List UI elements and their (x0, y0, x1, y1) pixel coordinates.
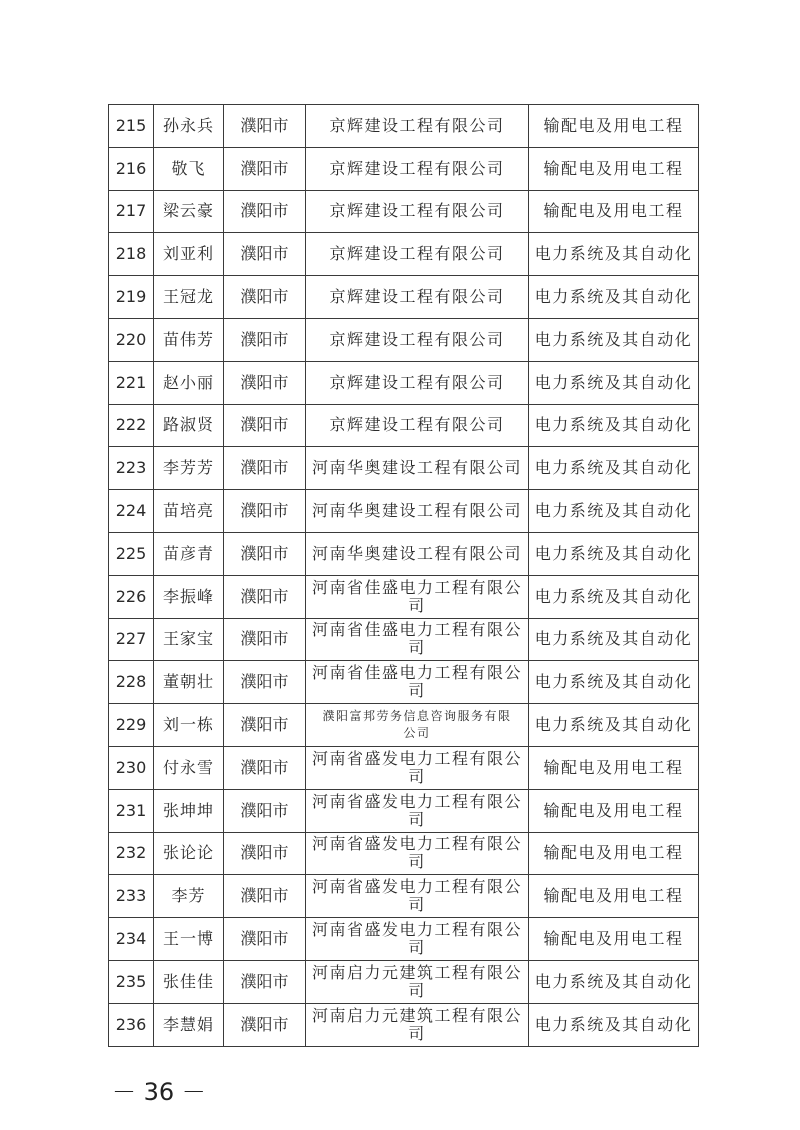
person-name: 王冠龙 (154, 276, 224, 319)
row-number: 233 (109, 875, 154, 918)
city: 濮阳市 (224, 832, 306, 875)
table-body (109, 105, 699, 1047)
page-number: － 36 － (112, 1078, 206, 1106)
company: 河南省佳盛电力工程有限公司 (306, 618, 529, 661)
company-line-2: 公司 (403, 726, 431, 741)
city: 濮阳市 (224, 746, 306, 789)
city: 濮阳市 (224, 276, 306, 319)
city: 濮阳市 (224, 318, 306, 361)
row-number: 232 (109, 832, 154, 875)
major: 电力系统及其自动化 (529, 233, 699, 276)
major: 输配电及用电工程 (529, 147, 699, 190)
table-row (109, 361, 699, 404)
person-name: 敬飞 (154, 147, 224, 190)
row-number: 215 (109, 105, 154, 148)
city: 濮阳市 (224, 490, 306, 533)
table-row (109, 147, 699, 190)
city: 濮阳市 (224, 105, 306, 148)
major: 输配电及用电工程 (529, 789, 699, 832)
person-name: 刘一栋 (154, 704, 224, 747)
major: 电力系统及其自动化 (529, 618, 699, 661)
major: 电力系统及其自动化 (529, 1003, 699, 1046)
row-number: 224 (109, 490, 154, 533)
city: 濮阳市 (224, 618, 306, 661)
table-row (109, 532, 699, 575)
city: 濮阳市 (224, 661, 306, 704)
person-name: 李振峰 (154, 575, 224, 618)
row-number: 231 (109, 789, 154, 832)
company: 河南省佳盛电力工程有限公司 (306, 575, 529, 618)
person-name: 张论论 (154, 832, 224, 875)
city: 濮阳市 (224, 918, 306, 961)
table-row (109, 832, 699, 875)
company: 河南华奥建设工程有限公司 (306, 490, 529, 533)
company: 河南华奥建设工程有限公司 (306, 447, 529, 490)
company: 京辉建设工程有限公司 (306, 147, 529, 190)
person-name: 苗伟芳 (154, 318, 224, 361)
row-number: 234 (109, 918, 154, 961)
major: 电力系统及其自动化 (529, 276, 699, 319)
table-row (109, 789, 699, 832)
city: 濮阳市 (224, 190, 306, 233)
row-number: 236 (109, 1003, 154, 1046)
row-number: 218 (109, 233, 154, 276)
company: 京辉建设工程有限公司 (306, 318, 529, 361)
major: 输配电及用电工程 (529, 746, 699, 789)
company: 河南启力元建筑工程有限公司 (306, 1003, 529, 1046)
table-row (109, 875, 699, 918)
row-number: 226 (109, 575, 154, 618)
row-number: 222 (109, 404, 154, 447)
table-row (109, 318, 699, 361)
major: 电力系统及其自动化 (529, 490, 699, 533)
row-number: 217 (109, 190, 154, 233)
table-row (109, 661, 699, 704)
company: 京辉建设工程有限公司 (306, 233, 529, 276)
major: 电力系统及其自动化 (529, 532, 699, 575)
person-name: 刘亚利 (154, 233, 224, 276)
major: 输配电及用电工程 (529, 105, 699, 148)
major: 输配电及用电工程 (529, 918, 699, 961)
city: 濮阳市 (224, 404, 306, 447)
person-name: 苗彦青 (154, 532, 224, 575)
person-name: 李慧娟 (154, 1003, 224, 1046)
major: 电力系统及其自动化 (529, 960, 699, 1003)
row-number: 229 (109, 704, 154, 747)
company: 河南华奥建设工程有限公司 (306, 532, 529, 575)
company: 河南省盛发电力工程有限公司 (306, 789, 529, 832)
personnel-table (108, 104, 699, 1047)
person-name: 董朝壮 (154, 661, 224, 704)
person-name: 付永雪 (154, 746, 224, 789)
table-row (109, 404, 699, 447)
person-name: 路淑贤 (154, 404, 224, 447)
row-number: 221 (109, 361, 154, 404)
row-number: 219 (109, 276, 154, 319)
table-row (109, 190, 699, 233)
city: 濮阳市 (224, 575, 306, 618)
city: 濮阳市 (224, 447, 306, 490)
row-number: 216 (109, 147, 154, 190)
row-number: 230 (109, 746, 154, 789)
city: 濮阳市 (224, 875, 306, 918)
company: 京辉建设工程有限公司 (306, 190, 529, 233)
major: 输配电及用电工程 (529, 832, 699, 875)
table-row (109, 575, 699, 618)
person-name: 赵小丽 (154, 361, 224, 404)
person-name: 张坤坤 (154, 789, 224, 832)
row-number: 220 (109, 318, 154, 361)
city: 濮阳市 (224, 233, 306, 276)
city: 濮阳市 (224, 361, 306, 404)
table-row (109, 618, 699, 661)
person-name: 李芳 (154, 875, 224, 918)
person-name: 梁云豪 (154, 190, 224, 233)
company: 河南省佳盛电力工程有限公司 (306, 661, 529, 704)
major: 电力系统及其自动化 (529, 575, 699, 618)
company: 京辉建设工程有限公司 (306, 404, 529, 447)
table-row (109, 746, 699, 789)
row-number: 228 (109, 661, 154, 704)
major: 电力系统及其自动化 (529, 361, 699, 404)
major: 电力系统及其自动化 (529, 447, 699, 490)
person-name: 苗培亮 (154, 490, 224, 533)
major: 电力系统及其自动化 (529, 404, 699, 447)
table-row (109, 1003, 699, 1046)
row-number: 227 (109, 618, 154, 661)
table-row (109, 918, 699, 961)
company: 河南省盛发电力工程有限公司 (306, 746, 529, 789)
table-row (109, 960, 699, 1003)
row-number: 235 (109, 960, 154, 1003)
company: 河南省盛发电力工程有限公司 (306, 918, 529, 961)
table-row (109, 276, 699, 319)
major: 输配电及用电工程 (529, 190, 699, 233)
person-name: 王家宝 (154, 618, 224, 661)
table-row (109, 447, 699, 490)
row-number: 225 (109, 532, 154, 575)
major: 电力系统及其自动化 (529, 661, 699, 704)
table-row (109, 490, 699, 533)
company: 京辉建设工程有限公司 (306, 276, 529, 319)
table-row (109, 233, 699, 276)
table-row (109, 704, 699, 747)
major: 输配电及用电工程 (529, 875, 699, 918)
company (306, 704, 529, 747)
person-name: 孙永兵 (154, 105, 224, 148)
person-name: 李芳芳 (154, 447, 224, 490)
city: 濮阳市 (224, 1003, 306, 1046)
table-row (109, 105, 699, 148)
company: 京辉建设工程有限公司 (306, 105, 529, 148)
company: 河南省盛发电力工程有限公司 (306, 832, 529, 875)
major: 电力系统及其自动化 (529, 318, 699, 361)
company: 河南省盛发电力工程有限公司 (306, 875, 529, 918)
city: 濮阳市 (224, 960, 306, 1003)
company: 京辉建设工程有限公司 (306, 361, 529, 404)
person-name: 王一博 (154, 918, 224, 961)
company-line-1: 濮阳富邦劳务信息咨询服务有限 (322, 709, 512, 724)
city: 濮阳市 (224, 704, 306, 747)
city: 濮阳市 (224, 147, 306, 190)
city: 濮阳市 (224, 789, 306, 832)
row-number: 223 (109, 447, 154, 490)
person-name: 张佳佳 (154, 960, 224, 1003)
company: 河南启力元建筑工程有限公司 (306, 960, 529, 1003)
city: 濮阳市 (224, 532, 306, 575)
major: 电力系统及其自动化 (529, 704, 699, 747)
